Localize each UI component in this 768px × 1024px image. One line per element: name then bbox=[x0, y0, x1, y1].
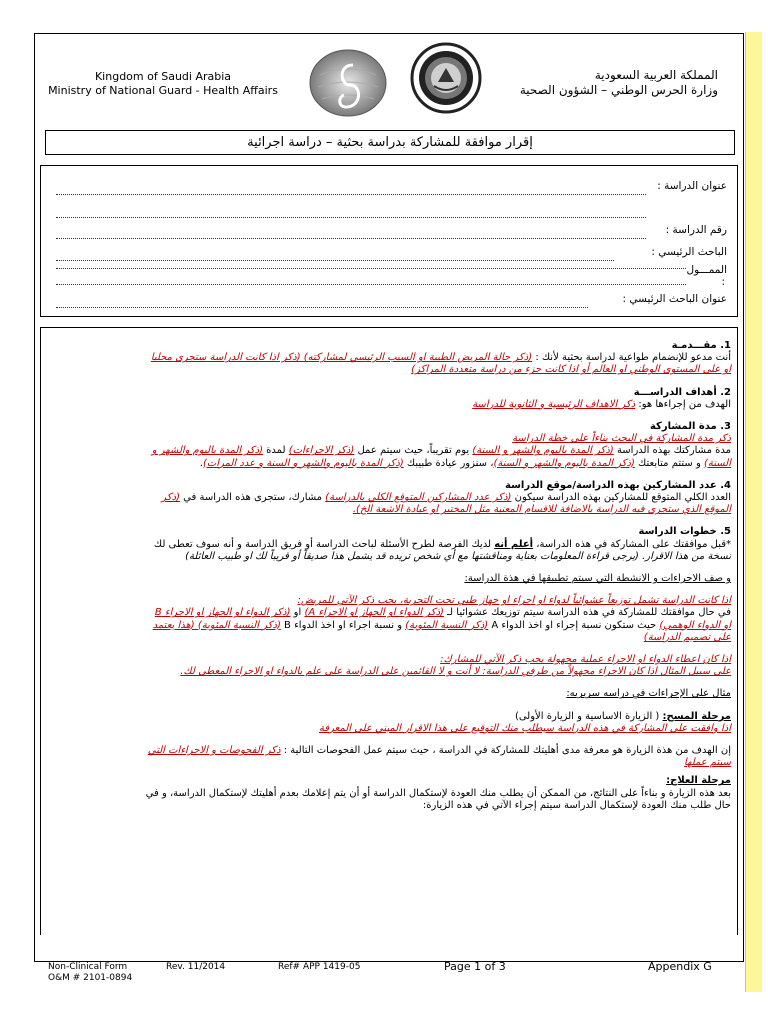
header-ar-line1: المملكة العربية السعودية bbox=[594, 68, 718, 82]
sponsor-field[interactable] bbox=[56, 268, 686, 269]
study-info-box bbox=[40, 165, 738, 317]
s2-text bbox=[47, 399, 731, 411]
footer-ref: Ref# APP 1419-05 bbox=[278, 962, 361, 972]
s3-l2a: مدة مشاركتك بهذه الدراسة bbox=[613, 445, 731, 457]
study-title-field[interactable] bbox=[56, 194, 646, 195]
pi-address-label: عنوان الباحث الرئيسي : bbox=[622, 293, 727, 305]
s3-l3r1: السنة) bbox=[703, 457, 731, 469]
s1-heading: 1. مقـــدمـة bbox=[671, 340, 731, 351]
s5-rand-line1 bbox=[47, 607, 731, 619]
s4-line2: الموقع الذي ستجرى فيه الدراسة بالاضافة للاقسام المعنية مثل المختبر او عيادة الاشعة الخ). bbox=[352, 504, 731, 516]
s3-line3 bbox=[47, 458, 731, 470]
s3-line2 bbox=[47, 445, 731, 457]
header-ar-line2: وزارة الحرس الوطني – الشؤون الصحية bbox=[519, 83, 718, 97]
footer-form: Non-Clinical Form bbox=[48, 962, 128, 972]
s4-l1r1: (ذكر عدد المشاركين المتوقع الكلي بالدراسة) bbox=[325, 492, 512, 504]
s3-l2r2: (ذكر الاجراءات) bbox=[288, 445, 355, 457]
footer-om: O&M # 2101-0894 bbox=[48, 973, 133, 983]
s4-line1 bbox=[47, 492, 731, 504]
s5-tests-line1 bbox=[47, 745, 731, 757]
national-guard-emblem bbox=[410, 42, 482, 114]
s5-r1b: او bbox=[290, 607, 305, 619]
footer-appendix: Appendix G bbox=[648, 960, 712, 973]
document-title: إقرار موافقة للمشاركة بدراسة بحثية – دراسة اجرائية bbox=[45, 130, 735, 155]
s1-red-1: (ذكر حالة المريض الطبية او السبب الرئيسي لمشاركته) (ذكر اذا كانت الدراسة ستجرى محليا bbox=[150, 352, 533, 364]
s5-r1a: في حال موافقتك للمشاركة في هذه الدراسة سيتم توزيعك عشوائيا لـ bbox=[443, 607, 731, 619]
s5-screen-line bbox=[47, 711, 731, 723]
s5-blind-red-2: على سبيل المثال اذا كان الاجراء مجهولاً من طرفي الدراسة: لا أنت و لا القائمين على الدراسة على علم بالدواء او الاجراء المعطى لك. bbox=[180, 666, 731, 678]
s5-l1c: لديك الفرصة لطرح الأسئلة لباحث الدراسة أو فريق الدراسة و أنه سوف تعطى لك bbox=[153, 538, 495, 550]
s4-l1a: العدد الكلي المتوقع للمشاركين بهذه الدراسة سيكون bbox=[511, 492, 731, 504]
s3-l3b: ، سنزور عيادة طبيبك bbox=[403, 457, 494, 469]
s1-text bbox=[47, 352, 731, 364]
study-title-label: عنوان الدراسة : bbox=[657, 180, 727, 192]
s3-l3r2: (ذكر المدة باليوم والشهر و السنة) bbox=[493, 457, 635, 469]
s5-rand-line3: على تصميم الدراسة) bbox=[643, 631, 731, 643]
s5-r2r2: (ذكر النسبة المئوية) bbox=[405, 619, 489, 631]
s5-treatment-label: مرحلة العلاج: bbox=[666, 775, 731, 787]
s3-red-1: ذكر مدة المشاركة في البحث بناءاً على خطة الدراسة bbox=[512, 433, 731, 445]
pi-label: الباحث الرئيسي : bbox=[651, 246, 727, 258]
footer-page: Page 1 of 3 bbox=[444, 960, 506, 973]
s5-line2: نسخة من هذا الاقرار. (يرجى قراءة المعلومات بعناية ومناقشتها مع أي شخص تريده قد يشمل هذا صديقاً أو قريباً لك او طبيب العائلة) bbox=[185, 550, 731, 562]
s5-treatment-line1: بعد هذه الزيارة و بناءاً على النتائج، من الممكن أن يطلب منك العودة لإستكمال الدراسة أو أن يتم إعلامك بعدم أهليتك لإستكمال الدراسة، و في bbox=[145, 787, 731, 799]
s5-rand-line2 bbox=[47, 620, 731, 632]
s5-r2b: و نسبة اجراء او اخذ الدواء B bbox=[280, 619, 406, 631]
s5-example: مثال على الإجراءات في دراسه سريريه: bbox=[566, 688, 731, 700]
sponsor-colon: : bbox=[721, 276, 725, 288]
s5-blind-red-1: اذا كان اعطاء الدواء او الاجراء عملية مجهولة يجب ذكر الآتي للمشارك: bbox=[440, 654, 731, 666]
s5-line1 bbox=[47, 539, 731, 551]
sponsor-field-line2[interactable] bbox=[56, 284, 686, 285]
s5-rand-red: اذا كانت الدراسة تشمل توزيعاً عشوائياً لدواء او اجراء او جهاز طبي تحت التجربة، يجب ذكر الآتي للمريض: bbox=[297, 595, 731, 607]
header-arabic bbox=[480, 68, 718, 98]
s5-r2r3: (ذكر النسبة المئوية) (هذا يعتمد bbox=[152, 619, 281, 631]
s4-heading: 4. عدد المشاركين بهذه الدراسة/موقع الدراسة bbox=[505, 479, 731, 491]
s3-l2r1: (ذكر المدة باليوم والشهر و السنة) bbox=[472, 445, 614, 457]
s5-heading: 5. خطوات الدراسة bbox=[638, 526, 731, 538]
pi-field[interactable] bbox=[56, 260, 614, 261]
s3-l2b: يوم تقريباً، حيث سيتم عمل bbox=[354, 445, 473, 457]
s5-l1a: *قبل موافقتك على المشاركة في هذه الدراسة، bbox=[533, 538, 731, 550]
s3-l2c: لمدة bbox=[263, 445, 289, 457]
s5-r2a: حيث ستكون نسبة إجراء او اخذ الدواء A bbox=[488, 619, 660, 631]
health-affairs-logo bbox=[298, 45, 398, 123]
s5-screen-text: ( الزيارة الاساسية و الزيارة الأولى) bbox=[514, 710, 663, 722]
header-en-line1: Kingdom of Saudi Arabia bbox=[94, 70, 232, 83]
study-title-field-line2[interactable] bbox=[56, 217, 646, 218]
s1-red-2: او على المستوى الوطني او العالم أو اذا كانت جزء من دراسة متعددة المراكز) bbox=[411, 364, 731, 376]
s2-heading: 2. أهداف الدراســـة bbox=[633, 386, 731, 398]
s3-l3a: و ستتم متابعتك bbox=[634, 457, 704, 469]
s5-r1r1: (ذكر الدواء او الجهاز او الاجراء A) bbox=[304, 607, 444, 619]
s5-desc: و صف الاجراءات و الانشطة التي سيتم تطبيقها في هذة الدراسة: bbox=[464, 573, 731, 585]
s3-heading: 3. مدة المشاركة bbox=[649, 421, 731, 433]
yellow-margin-bar bbox=[745, 32, 762, 992]
s4-l1b: مشارك، ستجرى هذه الدراسة في bbox=[180, 492, 326, 504]
body-content bbox=[47, 340, 731, 812]
s3-l3c: . bbox=[199, 457, 203, 469]
s5-r1r2: (ذكر الدواء او الجهاز او الاجراء B bbox=[154, 607, 291, 619]
s4-l1r2: (ذكر bbox=[161, 492, 180, 504]
s3-l3r3: (ذكر المدة باليوم والشهر و السنة و عدد المرات) bbox=[202, 457, 404, 469]
s5-screen-label: مرحلة المسح: bbox=[662, 710, 731, 722]
s2-plain: الهدف من إجراءها هو: bbox=[635, 398, 731, 410]
s5-treatment-line2: حال طلب منك العودة لإستكمال الدراسة سيتم إجراء الآتي في هذه الزيارة: bbox=[422, 799, 731, 811]
header-english bbox=[48, 70, 278, 98]
header-en-line2: Ministry of National Guard - Health Affairs bbox=[48, 84, 278, 97]
study-number-field[interactable] bbox=[56, 238, 646, 239]
study-number-label: رقم الدراسة : bbox=[665, 224, 727, 236]
s1-plain: أنت مدعو للإنضمام طواعية لدراسة بحثية لأنك : bbox=[532, 352, 731, 364]
s5-tests-line2: سيتم عملها bbox=[684, 757, 731, 769]
pi-address-field[interactable] bbox=[56, 307, 588, 308]
sponsor-label: الممـــول bbox=[686, 264, 727, 276]
s5-screen-red: اذا وافقت على المشاركة في هذه الدراسة سيطلب منك التوقيع على هذا الاقرار المبني على المعرفة bbox=[318, 722, 731, 734]
s5-tests-a: إن الهدف من هذة الزيارة هو معرفة مدى أهليتك للمشاركة في الدراسة ، حيث سيتم عمل الفحوصات التالية : bbox=[280, 745, 731, 757]
footer-rev: Rev. 11/2014 bbox=[166, 962, 226, 972]
s5-r2r1: او الدواء الوهمي) bbox=[659, 619, 731, 631]
s5-tests-r1: ذكر الفحوصات و الاجراءات التي bbox=[147, 745, 281, 757]
s3-l2r3: (ذكر المدة باليوم والشهر و bbox=[151, 445, 263, 457]
s5-l1b: أعلم أنه bbox=[494, 538, 534, 550]
s2-red: ذكر الاهداف الرئيسية و الثانوية للدراسة bbox=[472, 398, 636, 410]
